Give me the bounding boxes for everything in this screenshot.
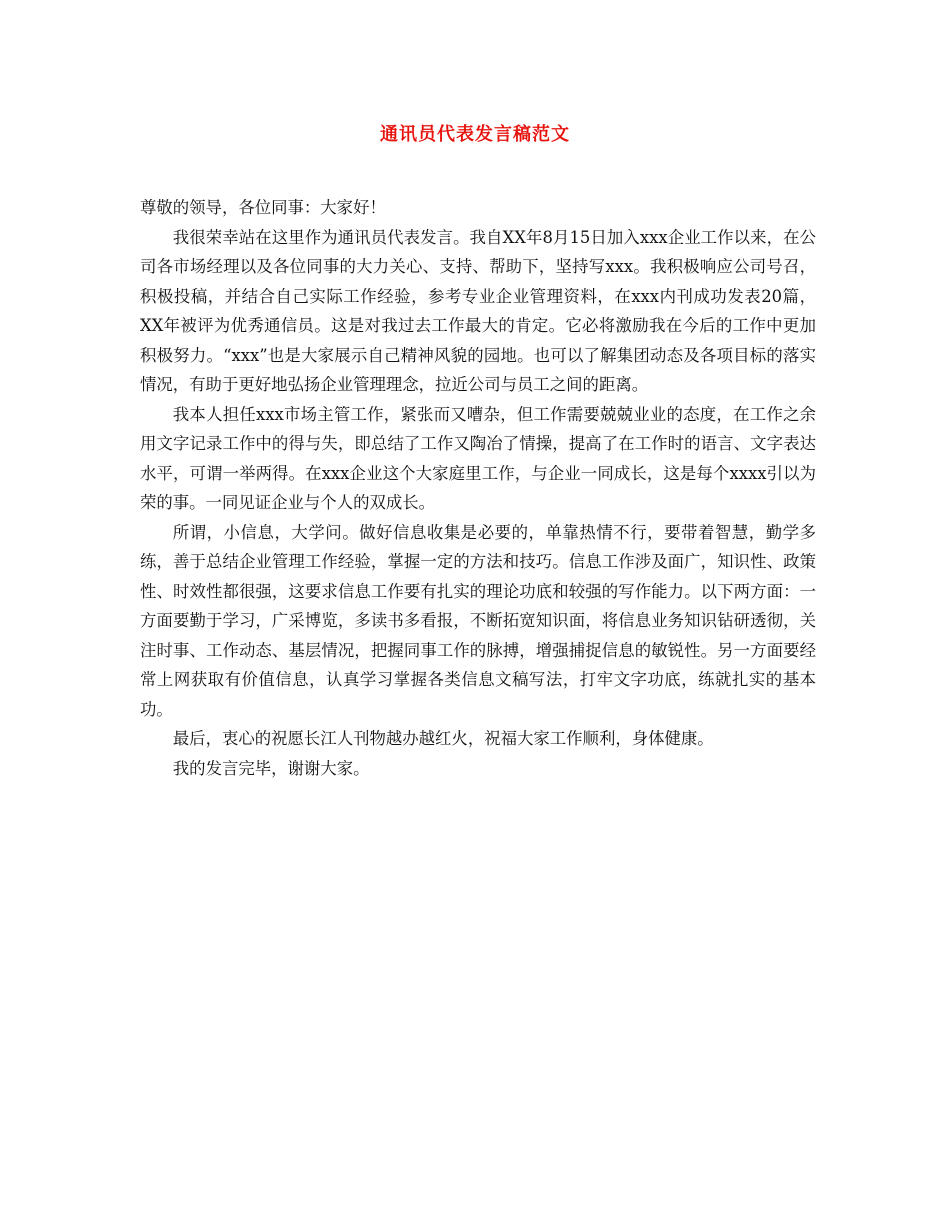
paragraph-1: 我很荣幸站在这里作为通讯员代表发言。我自XX年8月15日加入xxx企业工作以来，在公司各市场经理以及各位同事的大力关心、支持、帮助下，坚持写xxx。我积极响应公司号召，积极投稿，并结合自己实际工作经验，参考专业企业管理资料，在xxx内刊成功发表20篇，XX年被评为优秀通信员。这是对我过去工作最大的肯定。它必将激励我在今后的工作中更加积极努力。“xxx”也是大家展示自己精神风貌的园地。也可以了解集团动态及各项目标的落实情况，有助于更好地弘扬企业管理理念，拉近公司与员工之间的距离。 xyxy=(140,227,816,394)
paragraph-4: 最后，衷心的祝愿长江人刊物越办越红火，祝福大家工作顺利，身体健康。 xyxy=(172,729,714,748)
paragraph-5: 我的发言完毕，谢谢大家。 xyxy=(172,758,370,778)
document-body xyxy=(140,193,816,783)
paragraph-2: 我本人担任xxx市场主管工作，紧张而又嘈杂，但工作需要兢兢业业的态度，在工作之余用文字记录工作中的得与失，即总结了工作又陶冶了情操，提高了在工作时的语言、文字表达水平，可谓一举两得。在xxx企业这个大家庭里工作，与企业一同成长，这是每个xxxx引以为荣的事。一同见证企业与个人的双成长。 xyxy=(140,404,816,512)
document-title: 通讯员代表发言稿范文 xyxy=(380,124,570,145)
paragraph-3: 所谓，小信息，大学问。做好信息收集是必要的，单靠热情不行，要带着智慧，勤学多练，善于总结企业管理工作经验，掌握一定的方法和技巧。信息工作涉及面广，知识性、政策性、时效性都很强，这要求信息工作要有扎实的理论功底和较强的写作能力。以下两方面：一方面要勤于学习，广采博览，多读书多看报，不断拓宽知识面，将信息业务知识钻研透彻，关注时事、工作动态、基层情况，把握同事工作的脉搏，增强捕捉信息的敏锐性。另一方面要经常上网获取有价值信息，认真学习掌握各类信息文稿写法，打牢文字功底，练就扎实的基本功。 xyxy=(140,522,816,719)
salutation: 尊敬的领导，各位同事：大家好！ xyxy=(140,198,386,217)
